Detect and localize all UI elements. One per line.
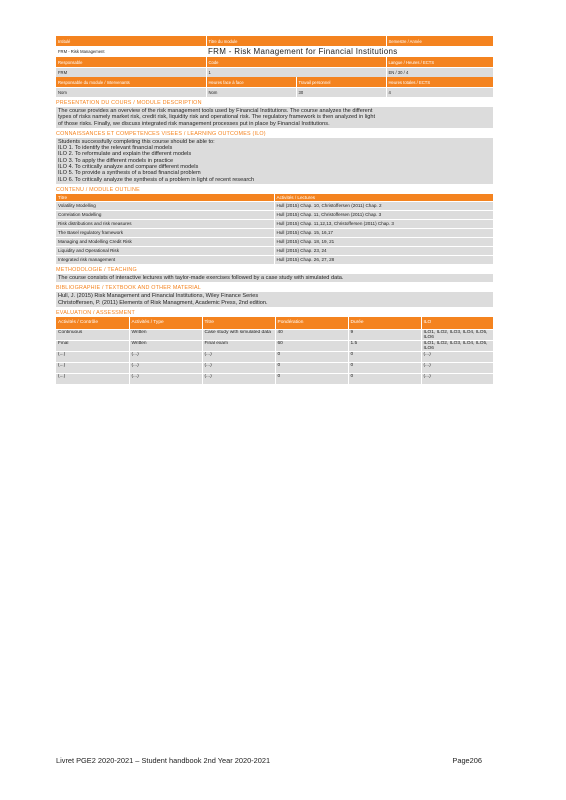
topic-cell: Volatility Modelling (56, 201, 274, 210)
table-cell: (...) (202, 362, 275, 373)
table-row (56, 228, 493, 237)
table-cell: Final exam (202, 340, 275, 351)
page-footer (56, 756, 486, 765)
header-cell: Heures totales / ECTS (386, 77, 493, 88)
table-cell: (...) (421, 362, 493, 373)
methodology-box (56, 274, 493, 282)
header-cell: ILO (421, 317, 493, 330)
footer-handbook-title: Livret PGE2 2020-2021 – Student handbook 2nd Year 2020-2021 (56, 756, 271, 765)
table-row (56, 362, 493, 373)
course-title: FRM - Risk Management for Financial Institutions (206, 46, 493, 57)
reading-cell: Hull (2015) Chap. 26, 27, 28 (274, 255, 493, 264)
header-table (56, 36, 494, 77)
staff-table (56, 77, 494, 97)
table-row (56, 340, 493, 351)
value-cell: Nom (56, 88, 206, 98)
table-row (56, 210, 493, 219)
table-row (56, 255, 493, 264)
header-row (56, 57, 493, 68)
table-cell: Written (129, 329, 202, 340)
presentation-line: The course provides an overview of the risk management tools used by Financial Institutions. The course analyzes the different (58, 108, 373, 114)
section-heading-content: CONTENU / MODULE OUTLINE (56, 186, 140, 193)
table-cell: (...) (56, 362, 129, 373)
table-cell: ILO1, ILO2, ILO3, ILO4, ILO5, ILO6 (421, 329, 493, 340)
table-cell: 0 (348, 351, 421, 362)
section-heading-methodology: METHODOLOGIE / TEACHING (56, 266, 137, 273)
header-cell: Activités / Contrôle (56, 317, 129, 330)
table-row (56, 373, 493, 384)
ilo-line: ILO 1. To identify the relevant financial models (58, 145, 173, 152)
table-cell: 0 (348, 373, 421, 384)
content-table (56, 194, 494, 264)
table-cell: 60 (275, 340, 348, 351)
reading-cell: Hull (2015) Chap. 11,12,13, Christoffersen (2011) Chap. 3 (274, 219, 493, 228)
table-cell: (...) (129, 373, 202, 384)
table-cell: (...) (202, 373, 275, 384)
presentation-box (56, 107, 493, 128)
header-cell: Activités / Type (129, 317, 202, 330)
ilo-line: ILO 3. To apply the different models in practice (58, 157, 174, 164)
header-cell: Intitulé (56, 36, 206, 46)
presentation-line: types of risks namely market risk, credit risk, liquidity risk and operational risk. The regulatory framework is then analyzed in light (58, 114, 375, 121)
table-cell: (...) (56, 351, 129, 362)
ilo-line: Students successfully completing this course should be able to: (58, 138, 215, 145)
table-row (56, 246, 493, 255)
topic-cell: Integrated risk management (56, 255, 274, 264)
table-cell: (...) (421, 351, 493, 362)
header-cell: Titre du module (206, 36, 386, 46)
section-heading-ilo: CONNAISSANCES ET COMPETENCES VISEES / LEARNING OUTCOMES (ILO) (56, 130, 266, 137)
title-row (56, 46, 493, 57)
header-cell: Pondération (275, 317, 348, 330)
header-cell: Code (206, 57, 386, 68)
value-cell: 30 (296, 88, 386, 98)
topic-cell: Correlation Modelling (56, 210, 274, 219)
table-cell: (...) (129, 351, 202, 362)
value-row (56, 88, 493, 98)
bibliography-box (56, 292, 493, 307)
topic-cell: Managing and Modelling Credit Risk (56, 237, 274, 246)
value-cell: 4 (386, 88, 493, 98)
table-cell: Case study with simulated data (202, 329, 275, 340)
value-cell: 1 (206, 68, 386, 78)
value-cell: EN / 30 / 4 (386, 68, 493, 78)
ilo-line: ILO 2. To reformulate and explain the different models (58, 151, 192, 158)
section-heading-presentation: PRESENTATION DU COURS / MODULE DESCRIPTION (56, 100, 202, 106)
table-cell: (...) (56, 373, 129, 384)
course-code-cell: FRM - Risk Management (56, 46, 206, 57)
bibliography-line: Christoffersen, P. (2011) Elements of Risk Managment, Academic Press, 2nd edition. (58, 299, 268, 306)
value-cell: FRM (56, 68, 206, 78)
header-cell: Titre (56, 194, 274, 202)
header-cell: Responsable (56, 57, 206, 68)
header-cell: Travail personnel (296, 77, 386, 88)
table-cell: 0 (348, 362, 421, 373)
course-sheet (56, 36, 493, 384)
bibliography-line: Hull, J. (2015) Risk Management and Financial Institutions, Wiley Finance Series (58, 293, 259, 300)
table-cell: (...) (202, 351, 275, 362)
section-heading-bibliography: BIBLIOGRAPHIE / TEXTBOOK AND OTHER MATERIAL (56, 285, 201, 292)
reading-cell: Hull (2015) Chap. 11, Christoffersen (2011) Chap. 3 (274, 210, 493, 219)
table-row (56, 201, 493, 210)
reading-cell: Hull (2015) Chap. 23, 24 (274, 246, 493, 255)
table-cell: Continuous (56, 329, 129, 340)
header-cell: Responsable du module / Intervenants (56, 77, 206, 88)
header-cell: Semestre / Année (386, 36, 493, 46)
table-cell: (...) (421, 373, 493, 384)
reading-cell: Hull (2015) Chap. 15, 16,17 (274, 228, 493, 237)
table-row (56, 329, 493, 340)
header-cell: Titre (202, 317, 275, 330)
header-cell: Durée (348, 317, 421, 330)
table-cell: Final (56, 340, 129, 351)
header-cell: Activités / Lectures (274, 194, 493, 202)
reading-cell: Hull (2015) Chap. 10, Christoffersen (2011) Chap. 2 (274, 201, 493, 210)
table-cell: 1.5 (348, 340, 421, 351)
presentation-line: of those risks. Finally, we discuss integrated risk management processes put in place by Financial Institutions. (58, 120, 330, 127)
table-cell: 40 (275, 329, 348, 340)
topic-cell: Liquidity and Operational Risk (56, 246, 274, 255)
ilo-box (56, 138, 493, 184)
table-row (56, 237, 493, 246)
topic-cell: Risk distributions and risk measures (56, 219, 274, 228)
header-cell: Langue / Heures / ECTS (386, 57, 493, 68)
table-cell: (...) (129, 362, 202, 373)
ilo-line: ILO 6. To critically analyze the synthesis of a problem in light of recent research (58, 176, 255, 183)
ilo-line: ILO 5. To provide a synthesis of a broad financial problem (58, 170, 201, 177)
table-cell: ILO1, ILO2, ILO3, ILO4, ILO5, ILO6 (421, 340, 493, 351)
table-cell: 0 (275, 362, 348, 373)
methodology-text: The course consists of interactive lectures with taylor-made exercises followed by a case study with simulated data. (58, 274, 344, 281)
table-cell: 0 (275, 351, 348, 362)
table-cell: 0 (275, 373, 348, 384)
table-row (56, 351, 493, 362)
header-row (56, 36, 493, 46)
header-row (56, 317, 493, 330)
topic-cell: The Basel regulatory framework (56, 228, 274, 237)
table-row (56, 219, 493, 228)
page-number: Page206 (452, 756, 482, 765)
reading-cell: Hull (2015) Chap. 18, 19, 21 (274, 237, 493, 246)
evaluation-table (56, 317, 494, 384)
header-row (56, 77, 493, 88)
value-cell: Nom (206, 88, 296, 98)
table-cell: 9 (348, 329, 421, 340)
header-row (56, 194, 493, 202)
section-heading-evaluation: EVALUATION / ASSESSMENT (56, 309, 135, 316)
ilo-line: ILO 4. To critically analyze and compare different models (58, 164, 199, 171)
value-row (56, 68, 493, 78)
header-cell: Heures face à face (206, 77, 296, 88)
table-cell: Written (129, 340, 202, 351)
